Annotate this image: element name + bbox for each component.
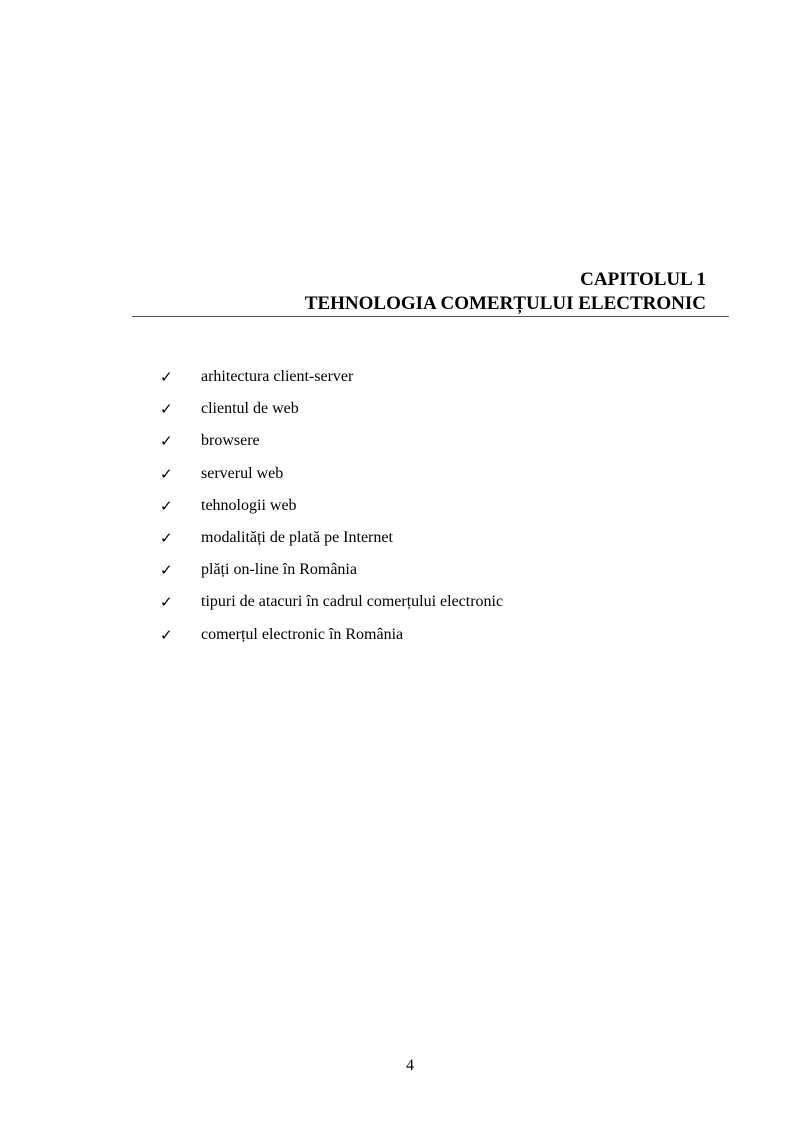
topic-label: browsere — [201, 432, 260, 450]
check-mark-icon: ✓ — [160, 625, 173, 644]
page-number: 4 — [406, 1057, 414, 1074]
check-mark-icon: ✓ — [160, 432, 173, 451]
topic-label: clientul de web — [201, 400, 299, 418]
chapter-header — [132, 268, 729, 317]
topic-label: arhitectura client-server — [201, 368, 354, 385]
check-mark-icon: ✓ — [160, 464, 173, 483]
check-mark-icon: ✓ — [160, 496, 173, 515]
check-mark-icon: ✓ — [160, 368, 173, 386]
topic-label: tipuri de atacuri în cadrul comerțului electronic — [201, 593, 504, 611]
check-mark-icon: ✓ — [160, 561, 173, 580]
chapter-title: TEHNOLOGIA COMERȚULUI ELECTRONIC — [304, 293, 706, 314]
topic-label: comerțul electronic în România — [201, 625, 404, 643]
check-mark-icon: ✓ — [160, 593, 173, 612]
topic-label: serverul web — [201, 464, 284, 482]
topic-label: modalități de plată pe Internet — [201, 528, 393, 546]
chapter-number: CAPITOLUL 1 — [580, 269, 706, 290]
check-mark-icon: ✓ — [160, 400, 173, 419]
topic-label: plăți on-line în România — [201, 561, 357, 579]
topic-label: tehnologii web — [201, 496, 297, 514]
check-mark-icon: ✓ — [160, 528, 173, 547]
